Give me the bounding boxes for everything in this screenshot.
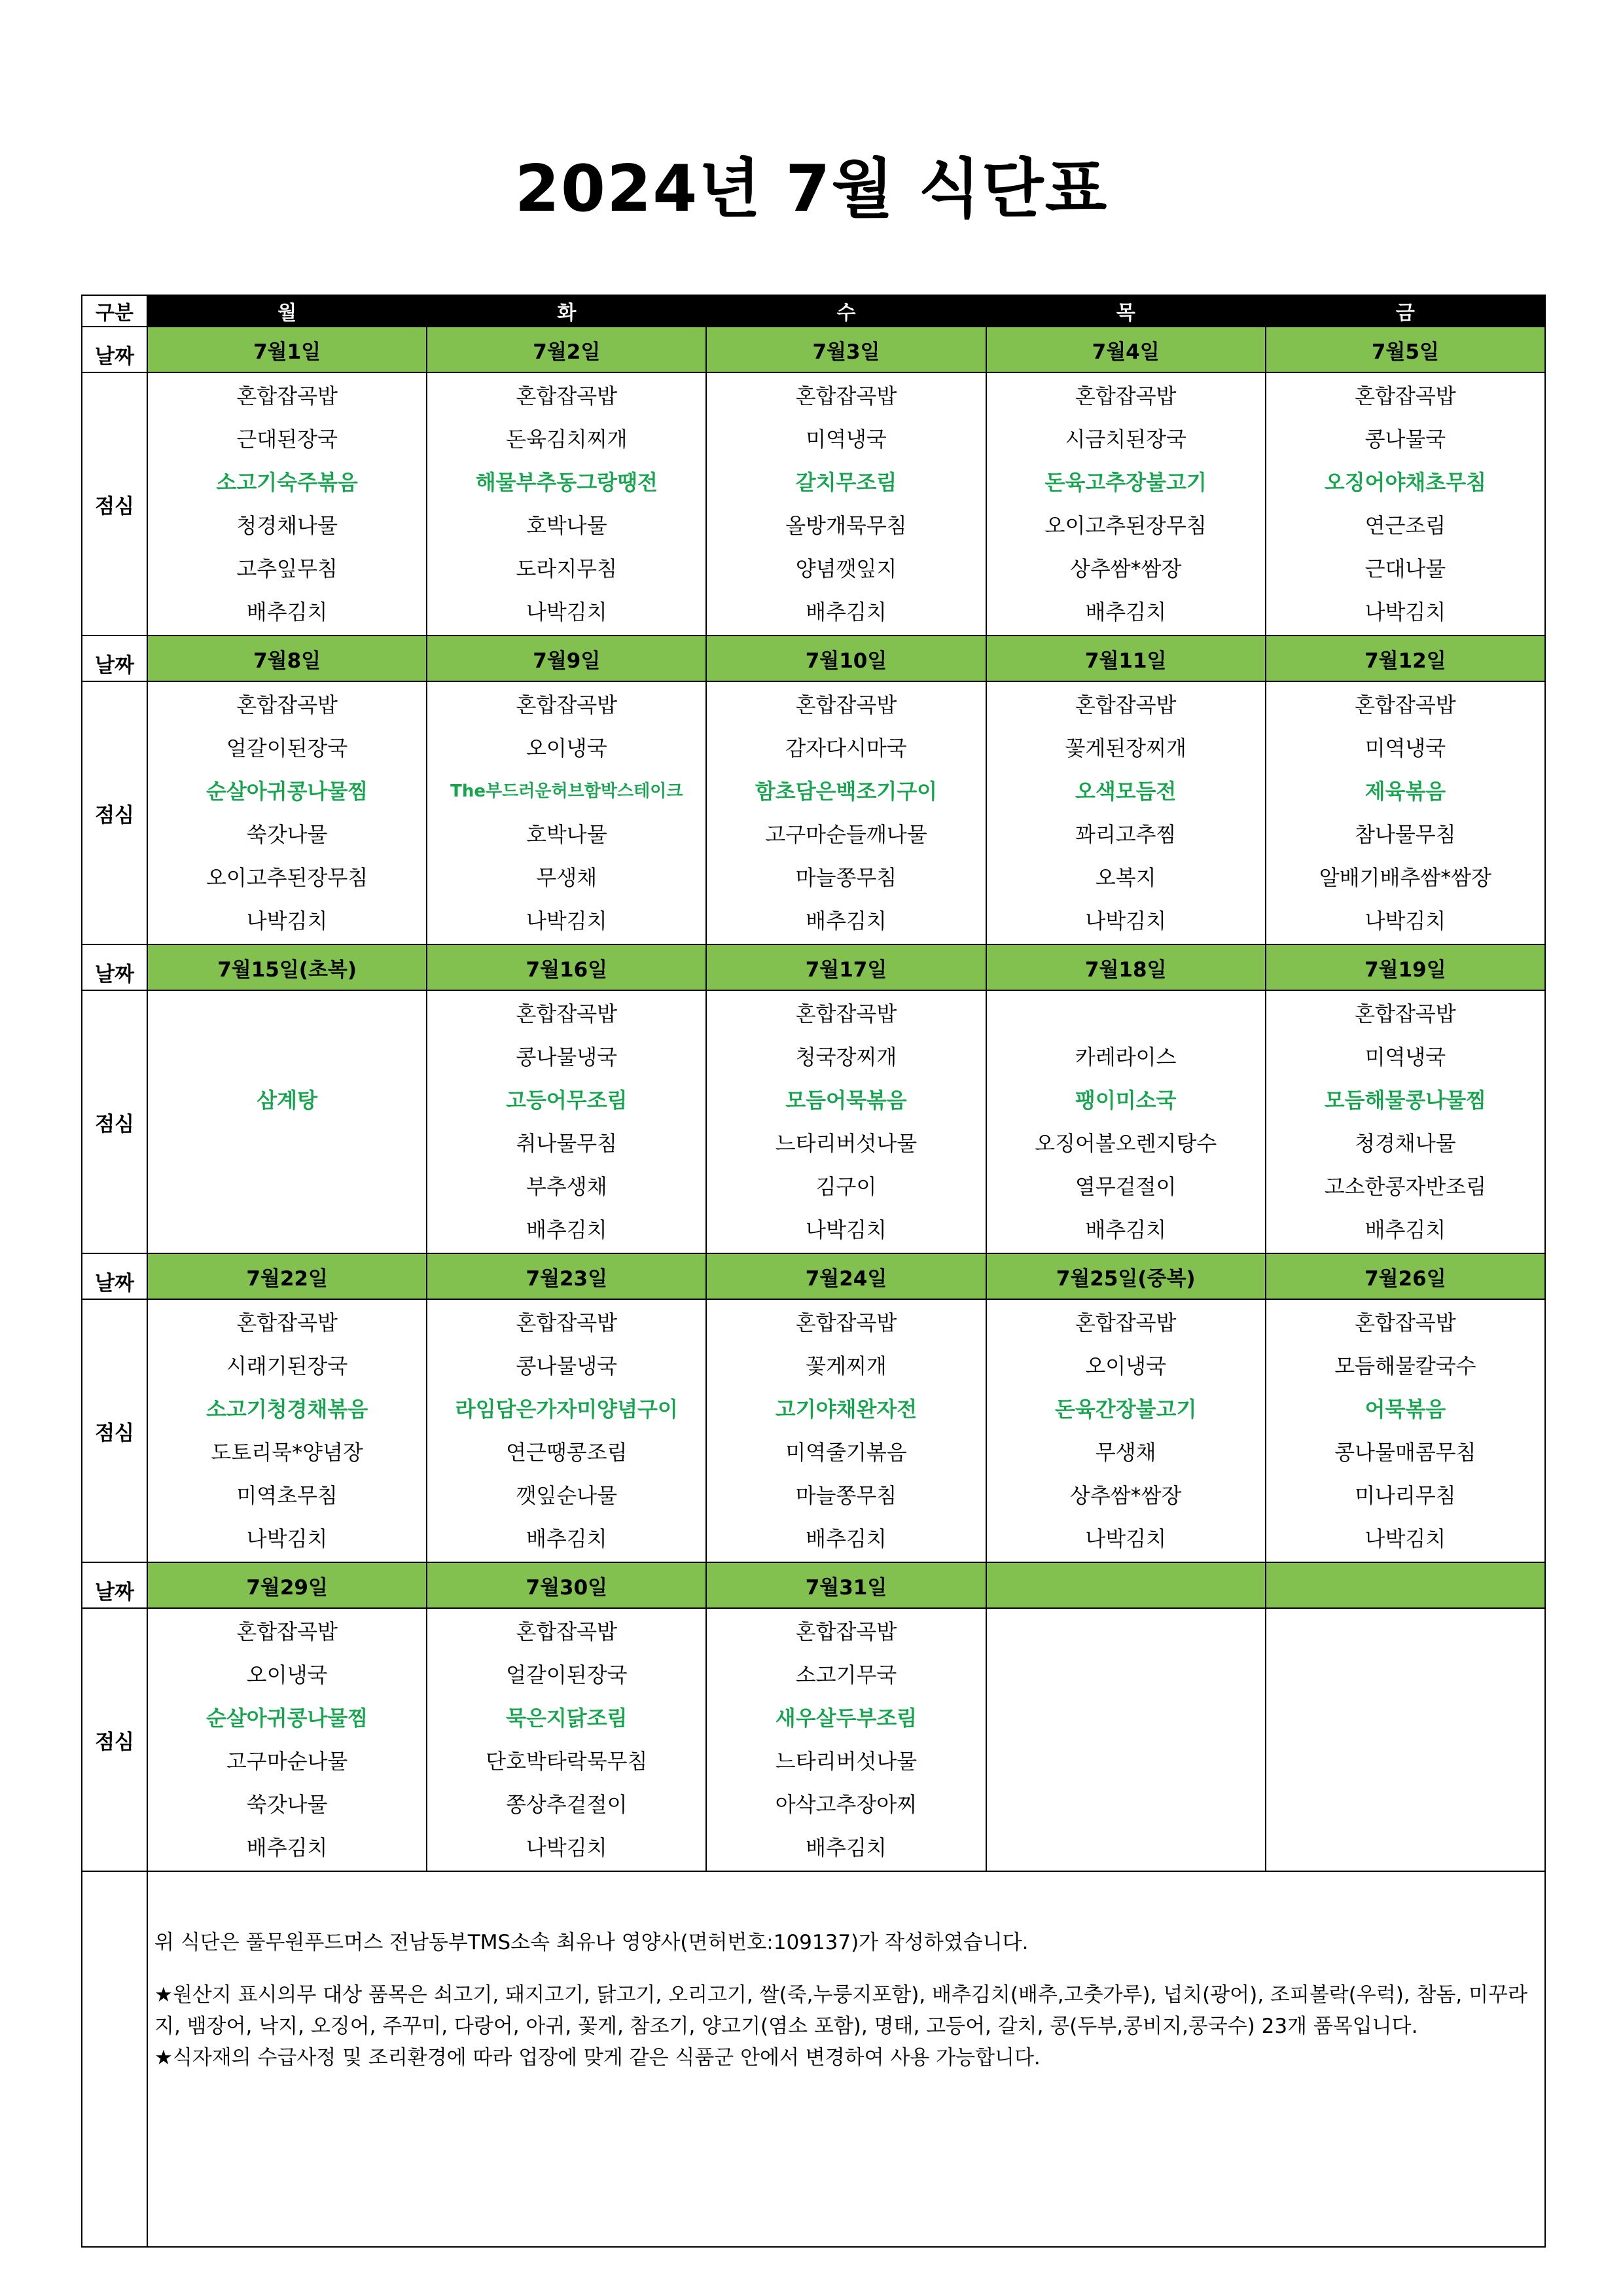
menu-item: 부추생채 [526,1174,607,1199]
menu-item: 배추김치 [246,600,328,624]
menu-item: 혼합잡곡밥 [1355,1001,1456,1026]
change-note: ★식자재의 수급사정 및 조리환경에 따라 업장에 맞게 같은 식품군 안에서 변경하여 사용 가능합니다. [154,2046,1041,2070]
date-row [82,1562,1545,1608]
menu-cell [986,372,1266,636]
date-cell: 7월9일 [427,636,706,681]
menu-item: 모듬해물칼국수 [1334,1354,1476,1378]
lunch-label: 점심 [82,990,147,1253]
menu-item: 시금치된장국 [1065,427,1186,452]
date-row [82,636,1545,681]
menu-item: 도라지무침 [516,556,618,581]
menu-item: 혼합잡곡밥 [1355,692,1456,717]
menu-item: 청경채나물 [236,513,338,538]
menu-item: 알배기배추쌈*쌈장 [1319,865,1492,890]
lunch-label: 점심 [82,1299,147,1562]
menu-item: 도토리묵*양념장 [211,1440,363,1465]
menu-item: 청국장찌개 [795,1045,897,1069]
menu-item: 혼합잡곡밥 [236,1310,338,1335]
menu-item [987,992,1265,1035]
menu-cell [427,1608,706,1871]
menu-item: 열무겉절이 [1075,1174,1177,1199]
menu-item: 무생채 [1095,1440,1156,1465]
menu-cell [147,681,427,944]
menu-item [148,1035,426,1079]
menu-item [987,1783,1265,1826]
menu-item: 꽈리고추찜 [1075,822,1177,847]
date-cell: 7월17일 [706,944,986,990]
menu-item: 호박나물 [526,513,607,538]
menu-item [987,1610,1265,1653]
menu-item: 배추김치 [1364,1217,1446,1242]
main-dish: 묵은지닭조림 [506,1706,628,1731]
menu-item: 느타리버섯나물 [775,1131,918,1156]
menu-item: 마늘쫑무침 [795,1483,897,1508]
author-note: 위 식단은 풀무원푸드머스 전남동부TMS소속 최유나 영양사(면허번호:109137)가 작성하였습니다. [154,1931,1029,1954]
main-dish: 소고기청경채볶음 [205,1397,368,1422]
menu-item: 감자다시마국 [785,736,907,761]
menu-table [81,295,1546,2248]
menu-item: 고구마순나물 [226,1749,348,1774]
date-cell: 7월25일(중복) [986,1253,1266,1299]
main-dish: 순살아귀콩나물찜 [205,779,368,804]
main-dish: 오색모듬전 [1075,779,1177,804]
menu-item: 배추김치 [806,1526,887,1551]
date-cell: 7월22일 [147,1253,427,1299]
menu-item: 고추잎무침 [236,556,338,581]
menu-item: 배추김치 [1085,600,1167,624]
date-label: 날짜 [82,1562,147,1608]
date-cell: 7월31일 [706,1562,986,1608]
menu-item: 혼합잡곡밥 [516,1310,618,1335]
date-cell: 7월19일 [1266,944,1545,990]
lunch-row [82,1608,1545,1871]
menu-item: 올방개묵무침 [785,513,907,538]
menu-cell [986,1299,1266,1562]
menu-item: 미역냉국 [1364,736,1446,761]
menu-item: 시래기된장국 [226,1354,348,1378]
menu-item: 근대나물 [1364,556,1446,581]
menu-item: 미역줄기볶음 [785,1440,907,1465]
menu-item: 양념깻잎지 [795,556,897,581]
menu-cell [147,1299,427,1562]
menu-cell [986,1608,1266,1871]
main-dish [987,1696,1265,1740]
menu-item: 혼합잡곡밥 [236,692,338,717]
menu-item: 나박김치 [526,600,607,624]
menu-item: 미역냉국 [1364,1045,1446,1069]
menu-item: 취나물무침 [516,1131,618,1156]
menu-item: 청경채나물 [1355,1131,1456,1156]
date-label: 날짜 [82,636,147,681]
menu-item [1266,1740,1544,1783]
menu-item [148,1208,426,1251]
date-cell: 7월15일(초복) [147,944,427,990]
menu-item [148,992,426,1035]
menu-item: 혼합잡곡밥 [516,1619,618,1644]
menu-item: 얼갈이된장국 [226,736,348,761]
menu-item [1266,1610,1544,1653]
main-dish: 모듬어묵볶음 [785,1088,907,1113]
menu-item: 나박김치 [246,908,328,933]
menu-item: 오이냉국 [526,736,607,761]
day-header-thu: 목 [986,295,1266,327]
menu-item: 나박김치 [526,1835,607,1860]
menu-item: 나박김치 [1085,1526,1167,1551]
menu-item: 혼합잡곡밥 [236,384,338,408]
category-header: 구분 [82,295,147,327]
menu-item: 나박김치 [806,1217,887,1242]
menu-item: 혼합잡곡밥 [795,384,897,408]
day-header-tue: 화 [427,295,706,327]
date-cell: 7월12일 [1266,636,1545,681]
date-cell [1266,1562,1545,1608]
menu-cell [427,681,706,944]
date-cell: 7월10일 [706,636,986,681]
date-cell: 7월24일 [706,1253,986,1299]
main-dish: 고등어무조림 [506,1088,628,1113]
main-dish: 함초담은백조기구이 [755,779,938,804]
main-dish: The부드러운허브함박스테이크 [450,781,683,801]
menu-item: 혼합잡곡밥 [516,1001,618,1026]
menu-item: 혼합잡곡밥 [795,1619,897,1644]
date-cell: 7월5일 [1266,327,1545,372]
main-dish: 소고기숙주볶음 [216,470,358,495]
menu-cell [1266,1299,1545,1562]
menu-item: 혼합잡곡밥 [795,1310,897,1335]
lunch-label: 점심 [82,681,147,944]
menu-item: 배추김치 [526,1217,607,1242]
main-dish: 팽이미소국 [1075,1088,1177,1113]
menu-cell [1266,681,1545,944]
menu-item: 나박김치 [246,1526,328,1551]
menu-item: 배추김치 [526,1526,607,1551]
menu-item: 돈육김치찌개 [506,427,628,452]
main-dish: 고기야채완자전 [775,1397,918,1422]
lunch-row [82,1299,1545,1562]
menu-item: 연근땡콩조림 [506,1440,628,1465]
menu-item: 참나물무침 [1355,822,1456,847]
header-row [82,295,1545,327]
menu-cell [986,681,1266,944]
date-cell [986,1562,1266,1608]
origin-note: ★원산지 표시의무 대상 품목은 쇠고기, 돼지고기, 닭고기, 오리고기, 쌀(죽,누룽지포함), 배추김치(배추,고춧가루), 넙치(광어), 조피볼락(우럭), 참돔, 미꾸라지, 뱀장어, 낙지, 오징어, 주꾸미, 다랑어, 아귀, 꽃게, 참조기, 양고기(염소 포함), 명태, 고등어, 갈치, 콩(두부,콩비지,콩국수) 23개 품목입니다. [154,1983,1527,2038]
date-cell: 7월4일 [986,327,1266,372]
day-header-mon: 월 [147,295,427,327]
notes-label [82,1871,147,2247]
menu-item: 소고기무국 [795,1662,897,1687]
menu-item: 카레라이스 [1075,1045,1177,1069]
main-dish: 어묵볶음 [1364,1397,1446,1422]
menu-item [148,1165,426,1208]
menu-item: 오징어볼오렌지탕수 [1035,1131,1217,1156]
menu-item: 혼합잡곡밥 [795,692,897,717]
menu-item: 콩나물냉국 [516,1354,618,1378]
date-cell: 7월16일 [427,944,706,990]
date-cell: 7월8일 [147,636,427,681]
date-cell: 7월30일 [427,1562,706,1608]
menu-item: 혼합잡곡밥 [516,384,618,408]
date-cell: 7월11일 [986,636,1266,681]
menu-item: 미나리무침 [1355,1483,1456,1508]
menu-item [1266,1783,1544,1826]
menu-item: 김구이 [815,1174,877,1199]
menu-cell [147,372,427,636]
lunch-row [82,990,1545,1253]
menu-cell [1266,372,1545,636]
menu-cell [706,681,986,944]
menu-cell [427,990,706,1253]
menu-cell [706,1608,986,1871]
menu-item: 혼합잡곡밥 [516,692,618,717]
menu-item: 쑥갓나물 [246,1792,328,1817]
notes-row [82,1871,1545,2247]
lunch-row [82,681,1545,944]
menu-item: 배추김치 [806,1835,887,1860]
menu-item: 깻잎순나물 [516,1483,618,1508]
menu-cell [706,1299,986,1562]
main-dish: 새우살두부조림 [775,1706,918,1731]
menu-item: 고소한콩자반조림 [1324,1174,1487,1199]
menu-item: 얼갈이된장국 [506,1662,628,1687]
menu-item: 쑥갓나물 [246,822,328,847]
date-row [82,1253,1545,1299]
menu-item: 나박김치 [1364,908,1446,933]
menu-cell [1266,1608,1545,1871]
date-label: 날짜 [82,1253,147,1299]
date-label: 날짜 [82,327,147,372]
menu-item: 콩나물매콤무침 [1334,1440,1476,1465]
date-cell: 7월2일 [427,327,706,372]
menu-item: 상추쌈*쌈장 [1069,1483,1182,1508]
menu-item: 콩나물냉국 [516,1045,618,1069]
menu-item: 콩나물국 [1364,427,1446,452]
menu-item: 배추김치 [1085,1217,1167,1242]
menu-item: 꽃게찌개 [806,1354,887,1378]
date-cell: 7월23일 [427,1253,706,1299]
menu-cell [986,990,1266,1253]
menu-item: 아삭고추장아찌 [775,1792,918,1817]
menu-item: 혼합잡곡밥 [1075,1310,1177,1335]
menu-item [987,1740,1265,1783]
main-dish: 오징어야채초무침 [1324,470,1487,495]
menu-item: 무생채 [536,865,597,890]
menu-item: 나박김치 [1364,600,1446,624]
menu-item: 혼합잡곡밥 [1355,384,1456,408]
notes-cell [147,1871,1545,2247]
menu-item: 꽃게된장찌개 [1065,736,1186,761]
menu-item: 나박김치 [526,908,607,933]
menu-item: 마늘쫑무침 [795,865,897,890]
menu-cell [427,1299,706,1562]
menu-item: 배추김치 [806,908,887,933]
main-dish: 돈육고추장불고기 [1044,470,1207,495]
menu-item: 오복지 [1095,865,1156,890]
date-row [82,327,1545,372]
menu-item: 근대된장국 [236,427,338,452]
menu-item: 느타리버섯나물 [775,1749,918,1774]
menu-item: 배추김치 [246,1835,328,1860]
lunch-label: 점심 [82,1608,147,1871]
main-dish: 제육볶음 [1364,779,1446,804]
menu-item: 혼합잡곡밥 [1075,692,1177,717]
menu-item: 연근조림 [1364,513,1446,538]
menu-item: 오이냉국 [1085,1354,1167,1378]
menu-item: 나박김치 [1364,1526,1446,1551]
main-dish: 돈육간장불고기 [1054,1397,1197,1422]
main-dish: 모듬해물콩나물찜 [1324,1088,1487,1113]
menu-cell [1266,990,1545,1253]
menu-item: 호박나물 [526,822,607,847]
lunch-row [82,372,1545,636]
main-dish: 삼계탕 [257,1088,317,1113]
day-header-wed: 수 [706,295,986,327]
menu-item [148,1122,426,1165]
date-row [82,944,1545,990]
menu-item: 배추김치 [806,600,887,624]
menu-item [1266,1826,1544,1869]
menu-item: 미역냉국 [806,427,887,452]
menu-item: 나박김치 [1085,908,1167,933]
menu-cell [147,1608,427,1871]
menu-item: 오이고추된장무침 [205,865,368,890]
menu-cell [147,990,427,1253]
date-cell: 7월18일 [986,944,1266,990]
menu-item: 미역초무침 [236,1483,338,1508]
menu-item: 상추쌈*쌈장 [1069,556,1182,581]
day-header-fri: 금 [1266,295,1545,327]
menu-cell [706,990,986,1253]
menu-item [987,1653,1265,1696]
main-dish: 순살아귀콩나물찜 [205,1706,368,1731]
menu-item: 고구마순들깨나물 [765,822,927,847]
date-cell: 7월3일 [706,327,986,372]
main-dish [1266,1696,1544,1740]
menu-item: 혼합잡곡밥 [1355,1310,1456,1335]
menu-cell [427,372,706,636]
menu-item: 쫑상추겉절이 [506,1792,628,1817]
menu-item: 혼합잡곡밥 [236,1619,338,1644]
date-label: 날짜 [82,944,147,990]
lunch-label: 점심 [82,372,147,636]
main-dish: 갈치무조림 [795,470,897,495]
menu-item [987,1826,1265,1869]
menu-item: 혼합잡곡밥 [1075,384,1177,408]
menu-item: 혼합잡곡밥 [795,1001,897,1026]
main-dish: 해물부추동그랑땡전 [475,470,658,495]
menu-cell [706,372,986,636]
menu-item: 단호박타락묵무침 [486,1749,648,1774]
date-cell: 7월26일 [1266,1253,1545,1299]
main-dish: 라임담은가자미양념구이 [455,1397,678,1422]
menu-item: 오이냉국 [246,1662,328,1687]
date-cell: 7월1일 [147,327,427,372]
menu-item [1266,1653,1544,1696]
date-cell: 7월29일 [147,1562,427,1608]
page-title: 2024년 7월 식단표 [514,152,1109,226]
menu-item: 오이고추된장무침 [1044,513,1207,538]
